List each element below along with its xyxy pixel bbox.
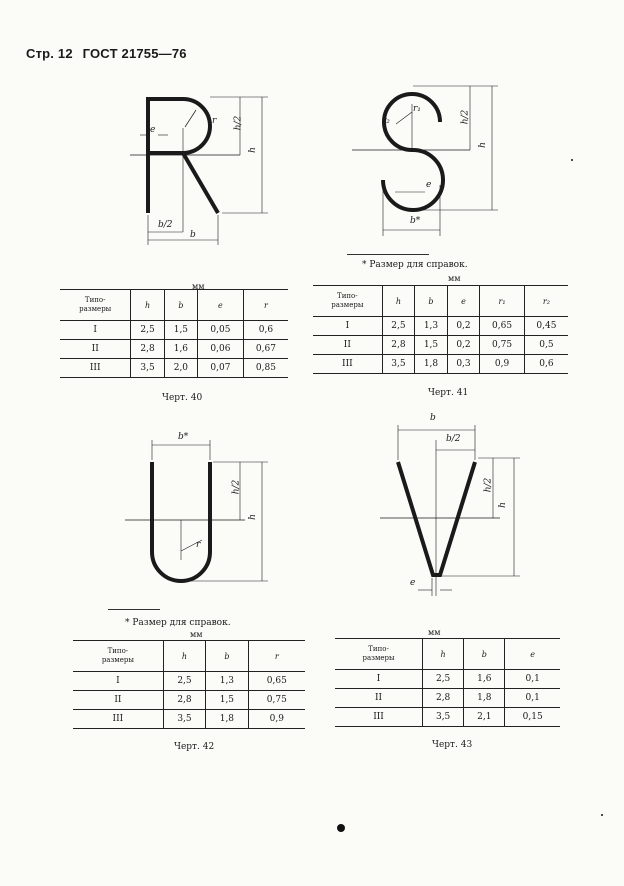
table-header-cell: b bbox=[464, 639, 505, 670]
table-cell: 1,3 bbox=[415, 317, 448, 336]
table-cell: 0,1 bbox=[505, 670, 560, 689]
table-header-cell: h bbox=[163, 641, 205, 672]
table-cell: I bbox=[313, 317, 382, 336]
fig40-label-e: e bbox=[150, 125, 156, 135]
table-cell: 2,5 bbox=[382, 317, 415, 336]
fig42-footnote: * Размер для справок. bbox=[125, 618, 231, 628]
table-cell: I bbox=[73, 672, 163, 691]
table-cell: 1,8 bbox=[415, 355, 448, 374]
table-cell: 2,8 bbox=[163, 691, 205, 710]
table-row bbox=[313, 336, 568, 355]
table43-unit: мм bbox=[428, 628, 441, 637]
table-cell: 2,5 bbox=[163, 672, 205, 691]
table-row bbox=[73, 710, 305, 729]
table-header-row bbox=[335, 639, 560, 670]
table-cell: 2,0 bbox=[164, 359, 197, 378]
page-number: Стр. 12 bbox=[26, 46, 73, 61]
table-row bbox=[60, 359, 288, 378]
table-cell: 2,5 bbox=[131, 321, 164, 340]
table-cell: 0,67 bbox=[243, 340, 288, 359]
table-row bbox=[60, 321, 288, 340]
fig40-label-b2: b/2 bbox=[158, 220, 173, 230]
table-cell: 0,45 bbox=[524, 317, 568, 336]
table-cell: III bbox=[335, 708, 423, 727]
table-header-cell: Типо- размеры bbox=[313, 286, 382, 317]
table-cell: 0,5 bbox=[524, 336, 568, 355]
table-cell: 3,5 bbox=[382, 355, 415, 374]
table-cell: 3,5 bbox=[423, 708, 464, 727]
table-header-cell: b bbox=[206, 641, 248, 672]
table-cell: 0,05 bbox=[198, 321, 244, 340]
caption-43: Черт. 43 bbox=[432, 740, 473, 750]
table-cell: 2,5 bbox=[423, 670, 464, 689]
table-cell: 0,6 bbox=[243, 321, 288, 340]
table-cell: 0,3 bbox=[447, 355, 480, 374]
table-cell: 3,5 bbox=[163, 710, 205, 729]
table-cell: 0,9 bbox=[480, 355, 525, 374]
fig43-label-e: e bbox=[410, 578, 416, 588]
fig41-label-r2: r₂ bbox=[382, 116, 390, 126]
table-header-cell: h bbox=[131, 290, 164, 321]
table-header-cell: b bbox=[164, 290, 197, 321]
table-header-cell: h bbox=[382, 286, 415, 317]
table-header-cell: Типо- размеры bbox=[335, 639, 423, 670]
figure-40-drawing bbox=[130, 97, 268, 245]
table-cell: 0,2 bbox=[447, 317, 480, 336]
standard-code: ГОСТ 21755—76 bbox=[82, 46, 187, 61]
fig41-footnote: * Размер для справок. bbox=[362, 260, 468, 270]
table-header-cell: r₁ bbox=[480, 286, 525, 317]
table40-unit: мм bbox=[192, 282, 205, 291]
table-cell: 1,6 bbox=[464, 670, 505, 689]
table-42 bbox=[73, 640, 305, 729]
table-cell: II bbox=[73, 691, 163, 710]
table-cell: 0,75 bbox=[480, 336, 525, 355]
table-row bbox=[335, 708, 560, 727]
fig42-footnote-rule bbox=[108, 609, 160, 610]
fig42-label-h2: h/2 bbox=[231, 479, 242, 495]
table-cell: 0,1 bbox=[505, 689, 560, 708]
fig43-label-h: h bbox=[497, 502, 508, 508]
fig40-label-b: b bbox=[190, 230, 196, 240]
table-cell: 0,65 bbox=[248, 672, 305, 691]
table-row bbox=[335, 670, 560, 689]
table-header-cell: e bbox=[198, 290, 244, 321]
table-cell: 1,8 bbox=[206, 710, 248, 729]
table-cell: 0,6 bbox=[524, 355, 568, 374]
fig43-label-b: b bbox=[430, 413, 436, 423]
table-cell: 2,1 bbox=[464, 708, 505, 727]
fig42-label-r: r bbox=[196, 540, 201, 550]
table-row bbox=[73, 691, 305, 710]
table-header-row bbox=[313, 286, 568, 317]
table-row bbox=[73, 672, 305, 691]
table-cell: 2,8 bbox=[382, 336, 415, 355]
table-header-cell: h bbox=[423, 639, 464, 670]
dot-mark bbox=[337, 824, 345, 832]
table-row bbox=[313, 355, 568, 374]
fig41-label-r1: r₁ bbox=[413, 104, 421, 114]
fig41-footnote-rule bbox=[347, 254, 429, 255]
table-header-cell: b bbox=[415, 286, 448, 317]
table-cell: 1,5 bbox=[164, 321, 197, 340]
table-header-cell: e bbox=[447, 286, 480, 317]
fig42-label-b: b* bbox=[178, 432, 189, 442]
fig40-label-r: r bbox=[212, 116, 217, 126]
fig43-label-b2: b/2 bbox=[446, 434, 461, 444]
table-header-row bbox=[60, 290, 288, 321]
table-41 bbox=[313, 285, 568, 374]
figure-42-drawing bbox=[125, 440, 268, 581]
caption-41: Черт. 41 bbox=[428, 388, 469, 398]
table41-unit: мм bbox=[448, 274, 461, 283]
table-cell: 0,06 bbox=[198, 340, 244, 359]
table-cell: 1,3 bbox=[206, 672, 248, 691]
table-cell: 2,8 bbox=[131, 340, 164, 359]
table-cell: 0,15 bbox=[505, 708, 560, 727]
fig41-label-b: b* bbox=[410, 216, 421, 226]
table-cell: 0,2 bbox=[447, 336, 480, 355]
table-cell: II bbox=[335, 689, 423, 708]
table-cell: 0,85 bbox=[243, 359, 288, 378]
caption-40: Черт. 40 bbox=[162, 393, 203, 403]
table-cell: III bbox=[73, 710, 163, 729]
table-header-cell: Типо- размеры bbox=[73, 641, 163, 672]
table-cell: 0,07 bbox=[198, 359, 244, 378]
table-header-row bbox=[73, 641, 305, 672]
fig41-label-h: h bbox=[477, 142, 488, 148]
table-cell: 1,6 bbox=[164, 340, 197, 359]
table-header-cell: r₂ bbox=[524, 286, 568, 317]
table-header-cell: r bbox=[243, 290, 288, 321]
table-cell: I bbox=[335, 670, 423, 689]
table-cell: III bbox=[60, 359, 131, 378]
table-40 bbox=[60, 289, 288, 378]
table-cell: 2,8 bbox=[423, 689, 464, 708]
table-row bbox=[335, 689, 560, 708]
figure-41-drawing bbox=[352, 86, 498, 236]
table-cell: III bbox=[313, 355, 382, 374]
figure-43-drawing bbox=[380, 425, 520, 596]
table-cell: 1,5 bbox=[415, 336, 448, 355]
table-header-cell: e bbox=[505, 639, 560, 670]
table-row bbox=[313, 317, 568, 336]
table-row bbox=[60, 340, 288, 359]
table-cell: 1,5 bbox=[206, 691, 248, 710]
fig41-label-e: e bbox=[426, 180, 432, 190]
fig43-label-h2: h/2 bbox=[483, 477, 494, 493]
table-cell: 0,75 bbox=[248, 691, 305, 710]
table-cell: 3,5 bbox=[131, 359, 164, 378]
table-cell: 1,8 bbox=[464, 689, 505, 708]
caption-42: Черт. 42 bbox=[174, 742, 215, 752]
table-cell: 0,65 bbox=[480, 317, 525, 336]
table42-unit: мм bbox=[190, 630, 203, 639]
table-43 bbox=[335, 638, 560, 727]
table-cell: 0,9 bbox=[248, 710, 305, 729]
fig42-label-h: h bbox=[247, 514, 258, 520]
fig40-label-h: h bbox=[247, 147, 258, 153]
table-cell: II bbox=[60, 340, 131, 359]
fig41-label-h2: h/2 bbox=[460, 109, 471, 125]
fig40-label-h2: h/2 bbox=[233, 115, 244, 131]
table-header-cell: Типо- размеры bbox=[60, 290, 131, 321]
table-cell: I bbox=[60, 321, 131, 340]
table-cell: II bbox=[313, 336, 382, 355]
table-header-cell: r bbox=[248, 641, 305, 672]
